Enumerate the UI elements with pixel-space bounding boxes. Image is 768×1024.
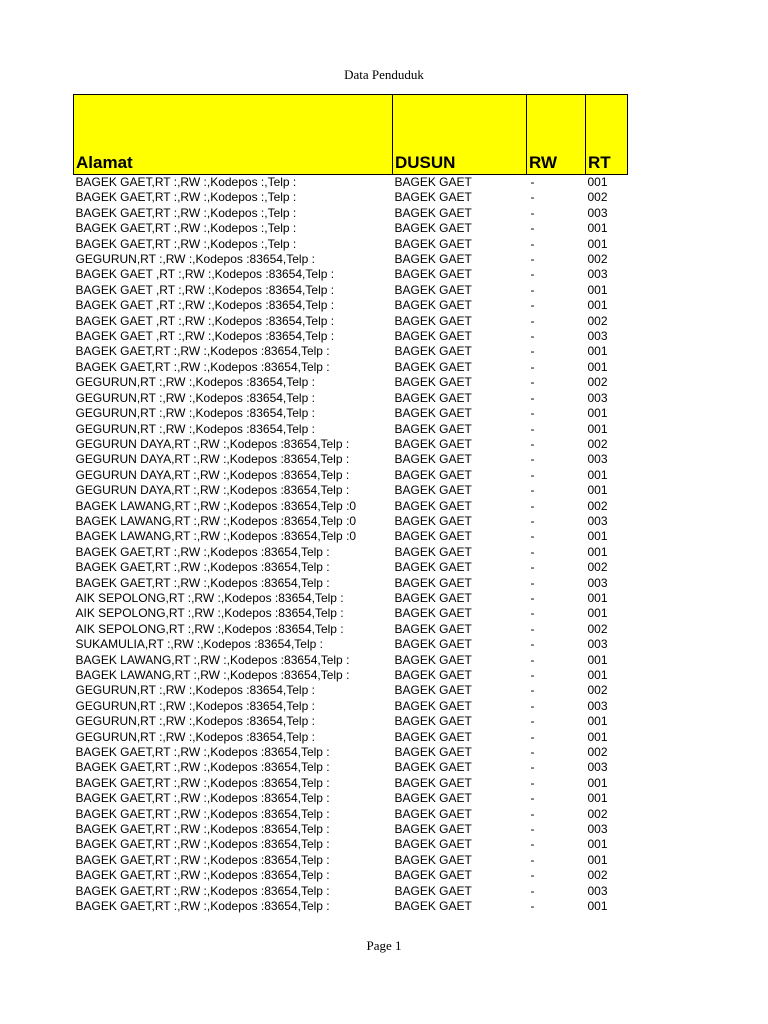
- table-row: [74, 267, 628, 282]
- rw-cell: -: [530, 899, 535, 914]
- column-header-rw: RW: [527, 95, 586, 175]
- alamat-cell: BAGEK GAET,RT :,RW :,Kodepos :83654,Telp :: [75, 822, 330, 837]
- rw-cell: -: [530, 883, 535, 898]
- table-row: [74, 622, 628, 637]
- table-row: [74, 760, 628, 775]
- dusun-cell: BAGEK GAET: [394, 544, 472, 559]
- table-row: [74, 699, 628, 714]
- alamat-cell: BAGEK GAET,RT :,RW :,Kodepos :83654,Telp :: [75, 791, 330, 806]
- dusun-cell: BAGEK GAET: [394, 498, 472, 513]
- dusun-cell: BAGEK GAET: [394, 436, 472, 451]
- alamat-cell: GEGURUN,RT :,RW :,Kodepos :83654,Telp :: [75, 375, 315, 390]
- dusun-cell: BAGEK GAET: [394, 529, 472, 544]
- alamat-cell: BAGEK GAET,RT :,RW :,Kodepos :83654,Telp :: [75, 760, 330, 775]
- table-row: [74, 683, 628, 698]
- rw-cell: -: [530, 421, 535, 436]
- rt-cell: 002: [587, 621, 608, 636]
- column-header-dusun: DUSUN: [393, 95, 527, 175]
- alamat-cell: GEGURUN,RT :,RW :,Kodepos :83654,Telp :: [75, 406, 315, 421]
- rt-cell: 001: [587, 899, 608, 914]
- rw-cell: -: [530, 282, 535, 297]
- rt-cell: 001: [587, 590, 608, 605]
- dusun-cell: BAGEK GAET: [394, 590, 472, 605]
- rt-cell: 001: [587, 483, 608, 498]
- alamat-cell: GEGURUN,RT :,RW :,Kodepos :83654,Telp :: [75, 390, 315, 405]
- dusun-cell: BAGEK GAET: [394, 560, 472, 575]
- rt-cell: 001: [587, 359, 608, 374]
- rw-cell: -: [530, 760, 535, 775]
- alamat-cell: BAGEK GAET,RT :,RW :,Kodepos :,Telp :: [75, 221, 297, 236]
- rt-cell: 003: [587, 575, 608, 590]
- rw-cell: -: [530, 298, 535, 313]
- rt-cell: 001: [587, 467, 608, 482]
- rt-cell: 003: [587, 760, 608, 775]
- rw-cell: -: [530, 498, 535, 513]
- rw-cell: -: [530, 868, 535, 883]
- table-row: [74, 190, 628, 205]
- alamat-cell: BAGEK GAET,RT :,RW :,Kodepos :83654,Telp :: [75, 899, 330, 914]
- table-header: [74, 95, 628, 175]
- dusun-cell: BAGEK GAET: [394, 621, 472, 636]
- rw-cell: -: [530, 652, 535, 667]
- rw-cell: -: [530, 729, 535, 744]
- rw-cell: -: [530, 513, 535, 528]
- alamat-cell: BAGEK GAET,RT :,RW :,Kodepos :83654,Telp :: [75, 883, 330, 898]
- alamat-cell: BAGEK GAET,RT :,RW :,Kodepos :83654,Telp :: [75, 544, 330, 559]
- dusun-cell: BAGEK GAET: [394, 652, 472, 667]
- table-row: [74, 606, 628, 621]
- table-row: [74, 529, 628, 544]
- dusun-cell: BAGEK GAET: [394, 467, 472, 482]
- rw-cell: -: [530, 375, 535, 390]
- rt-cell: 002: [587, 375, 608, 390]
- rt-cell: 003: [587, 452, 608, 467]
- rt-cell: 002: [587, 745, 608, 760]
- alamat-cell: GEGURUN DAYA,RT :,RW :,Kodepos :83654,Telp :: [75, 483, 350, 498]
- dusun-cell: BAGEK GAET: [394, 806, 472, 821]
- dusun-cell: BAGEK GAET: [394, 483, 472, 498]
- rw-cell: -: [530, 698, 535, 713]
- dusun-cell: BAGEK GAET: [394, 714, 472, 729]
- table-row: [74, 637, 628, 652]
- alamat-cell: AIK SEPOLONG,RT :,RW :,Kodepos :83654,Telp :: [75, 606, 344, 621]
- alamat-cell: BAGEK GAET,RT :,RW :,Kodepos :,Telp :: [75, 190, 297, 205]
- dusun-cell: BAGEK GAET: [394, 221, 472, 236]
- dusun-cell: BAGEK GAET: [394, 606, 472, 621]
- rt-cell: 002: [587, 868, 608, 883]
- table-row: [74, 175, 628, 191]
- table-row: [74, 221, 628, 236]
- alamat-cell: GEGURUN DAYA,RT :,RW :,Kodepos :83654,Telp :: [75, 467, 350, 482]
- rt-cell: 001: [587, 529, 608, 544]
- dusun-cell: BAGEK GAET: [394, 390, 472, 405]
- table-row: [74, 406, 628, 421]
- rw-cell: -: [530, 544, 535, 559]
- table-row: [74, 375, 628, 390]
- table-row: [74, 468, 628, 483]
- rw-cell: -: [530, 590, 535, 605]
- rt-cell: 002: [587, 498, 608, 513]
- table-row: [74, 560, 628, 575]
- dusun-cell: BAGEK GAET: [394, 899, 472, 914]
- dusun-cell: BAGEK GAET: [394, 313, 472, 328]
- alamat-cell: BAGEK GAET,RT :,RW :,Kodepos :83654,Telp :: [75, 745, 330, 760]
- rt-cell: 001: [587, 668, 608, 682]
- table-row: [74, 899, 628, 914]
- table-row: [74, 422, 628, 437]
- dusun-cell: BAGEK GAET: [394, 267, 472, 282]
- table-row: [74, 237, 628, 252]
- rt-cell: 002: [587, 252, 608, 267]
- dusun-cell: BAGEK GAET: [394, 575, 472, 590]
- rt-cell: 001: [587, 282, 608, 297]
- rt-cell: 001: [587, 606, 608, 621]
- rw-cell: -: [530, 467, 535, 482]
- rt-cell: 003: [587, 267, 608, 282]
- alamat-cell: BAGEK GAET,RT :,RW :,Kodepos :,Telp :: [75, 205, 297, 220]
- table-row: [74, 853, 628, 868]
- table-row: [74, 653, 628, 668]
- alamat-cell: BAGEK GAET,RT :,RW :,Kodepos :83654,Telp :: [75, 344, 330, 359]
- rw-cell: -: [530, 791, 535, 806]
- rw-cell: -: [530, 668, 535, 682]
- dusun-cell: BAGEK GAET: [394, 637, 472, 652]
- rt-cell: 001: [587, 344, 608, 359]
- rt-cell: 001: [587, 729, 608, 744]
- table-row: [74, 730, 628, 745]
- rw-cell: -: [530, 406, 535, 421]
- rw-cell: -: [530, 344, 535, 359]
- alamat-cell: BAGEK GAET,RT :,RW :,Kodepos :83654,Telp :: [75, 560, 330, 575]
- dusun-cell: BAGEK GAET: [394, 698, 472, 713]
- alamat-cell: BAGEK GAET,RT :,RW :,Kodepos :83654,Telp :: [75, 575, 330, 590]
- rw-cell: -: [530, 252, 535, 267]
- rw-cell: -: [530, 637, 535, 652]
- rw-cell: -: [530, 175, 535, 189]
- dusun-cell: BAGEK GAET: [394, 344, 472, 359]
- alamat-cell: BAGEK LAWANG,RT :,RW :,Kodepos :83654,Telp :0: [75, 498, 357, 513]
- rw-cell: -: [530, 267, 535, 282]
- rw-cell: -: [530, 606, 535, 621]
- rw-cell: -: [530, 560, 535, 575]
- alamat-cell: GEGURUN,RT :,RW :,Kodepos :83654,Telp :: [75, 714, 315, 729]
- table-row: [74, 545, 628, 560]
- rt-cell: 001: [587, 791, 608, 806]
- rw-cell: -: [530, 452, 535, 467]
- table-row: [74, 483, 628, 498]
- alamat-cell: BAGEK LAWANG,RT :,RW :,Kodepos :83654,Telp :: [75, 668, 350, 682]
- table-row: [74, 868, 628, 883]
- rt-cell: 002: [587, 313, 608, 328]
- alamat-cell: BAGEK LAWANG,RT :,RW :,Kodepos :83654,Telp :: [75, 652, 350, 667]
- dusun-cell: BAGEK GAET: [394, 775, 472, 790]
- alamat-cell: BAGEK GAET ,RT :,RW :,Kodepos :83654,Telp :: [75, 329, 335, 344]
- dusun-cell: BAGEK GAET: [394, 513, 472, 528]
- dusun-cell: BAGEK GAET: [394, 729, 472, 744]
- table-row: [74, 576, 628, 591]
- table-row: [74, 452, 628, 467]
- table-row: [74, 714, 628, 729]
- alamat-cell: BAGEK GAET ,RT :,RW :,Kodepos :83654,Telp :: [75, 298, 335, 313]
- table-row: [74, 252, 628, 267]
- rt-cell: 003: [587, 637, 608, 652]
- alamat-cell: BAGEK GAET,RT :,RW :,Kodepos :,Telp :: [75, 236, 297, 251]
- rt-cell: 003: [587, 513, 608, 528]
- rt-cell: 003: [587, 883, 608, 898]
- dusun-cell: BAGEK GAET: [394, 745, 472, 760]
- rw-cell: -: [530, 436, 535, 451]
- rw-cell: -: [530, 575, 535, 590]
- alamat-cell: SUKAMULIA,RT :,RW :,Kodepos :83654,Telp :: [75, 637, 323, 652]
- alamat-cell: BAGEK GAET ,RT :,RW :,Kodepos :83654,Telp :: [75, 282, 335, 297]
- table-row: [74, 298, 628, 313]
- dusun-cell: BAGEK GAET: [394, 852, 472, 867]
- rw-cell: -: [530, 205, 535, 220]
- rt-cell: 001: [587, 221, 608, 236]
- dusun-cell: BAGEK GAET: [394, 252, 472, 267]
- rt-cell: 001: [587, 652, 608, 667]
- rw-cell: -: [530, 806, 535, 821]
- rw-cell: -: [530, 683, 535, 698]
- table-row: [74, 437, 628, 452]
- table-row: [74, 884, 628, 899]
- rt-cell: 003: [587, 698, 608, 713]
- column-header-rt: RT: [586, 95, 628, 175]
- dusun-cell: BAGEK GAET: [394, 298, 472, 313]
- rt-cell: 001: [587, 236, 608, 251]
- rw-cell: -: [530, 745, 535, 760]
- table-row: [74, 837, 628, 852]
- dusun-cell: BAGEK GAET: [394, 837, 472, 852]
- rt-cell: 001: [587, 298, 608, 313]
- rt-cell: 001: [587, 544, 608, 559]
- table-row: [74, 791, 628, 806]
- rw-cell: -: [530, 221, 535, 236]
- rw-cell: -: [530, 390, 535, 405]
- dusun-cell: BAGEK GAET: [394, 668, 472, 682]
- alamat-cell: GEGURUN,RT :,RW :,Kodepos :83654,Telp :: [75, 698, 315, 713]
- dusun-cell: BAGEK GAET: [394, 406, 472, 421]
- rw-cell: -: [530, 822, 535, 837]
- rw-cell: -: [530, 236, 535, 251]
- rt-cell: 002: [587, 683, 608, 698]
- dusun-cell: BAGEK GAET: [394, 683, 472, 698]
- rw-cell: -: [530, 313, 535, 328]
- data-table: [73, 94, 628, 915]
- table-row: [74, 591, 628, 606]
- alamat-cell: GEGURUN,RT :,RW :,Kodepos :83654,Telp :: [75, 683, 315, 698]
- table-row: [74, 391, 628, 406]
- table-row: [74, 344, 628, 359]
- rw-cell: -: [530, 714, 535, 729]
- rt-cell: 001: [587, 421, 608, 436]
- table-row: [74, 776, 628, 791]
- rt-cell: 003: [587, 205, 608, 220]
- table-row: [74, 668, 628, 683]
- rw-cell: -: [530, 190, 535, 205]
- alamat-cell: GEGURUN,RT :,RW :,Kodepos :83654,Telp :: [75, 421, 315, 436]
- dusun-cell: BAGEK GAET: [394, 175, 472, 189]
- dusun-cell: BAGEK GAET: [394, 822, 472, 837]
- rw-cell: -: [530, 852, 535, 867]
- alamat-cell: BAGEK GAET,RT :,RW :,Kodepos :83654,Telp :: [75, 868, 330, 883]
- header-row: [74, 95, 628, 175]
- alamat-cell: BAGEK LAWANG,RT :,RW :,Kodepos :83654,Telp :0: [75, 529, 357, 544]
- page-number: Page 1: [366, 938, 402, 953]
- dusun-cell: BAGEK GAET: [394, 282, 472, 297]
- alamat-cell: BAGEK GAET,RT :,RW :,Kodepos :83654,Telp :: [75, 775, 330, 790]
- dusun-cell: BAGEK GAET: [394, 760, 472, 775]
- rt-cell: 001: [587, 406, 608, 421]
- dusun-cell: BAGEK GAET: [394, 883, 472, 898]
- rt-cell: 001: [587, 775, 608, 790]
- column-header-alamat: Alamat: [74, 95, 393, 175]
- rw-cell: -: [530, 529, 535, 544]
- page-title: Data Penduduk: [344, 67, 424, 82]
- rw-cell: -: [530, 483, 535, 498]
- rt-cell: 001: [587, 714, 608, 729]
- table-row: [74, 745, 628, 760]
- rt-cell: 002: [587, 806, 608, 821]
- table-row: [74, 329, 628, 344]
- alamat-cell: BAGEK GAET,RT :,RW :,Kodepos :83654,Telp :: [75, 852, 330, 867]
- dusun-cell: BAGEK GAET: [394, 421, 472, 436]
- alamat-cell: AIK SEPOLONG,RT :,RW :,Kodepos :83654,Telp :: [75, 590, 344, 605]
- rt-cell: 002: [587, 436, 608, 451]
- rt-cell: 003: [587, 390, 608, 405]
- table-body: [74, 175, 628, 915]
- table-row: [74, 360, 628, 375]
- rt-cell: 003: [587, 329, 608, 344]
- dusun-cell: BAGEK GAET: [394, 205, 472, 220]
- alamat-cell: BAGEK LAWANG,RT :,RW :,Kodepos :83654,Telp :0: [75, 513, 357, 528]
- rt-cell: 002: [587, 560, 608, 575]
- alamat-cell: BAGEK GAET ,RT :,RW :,Kodepos :83654,Telp :: [75, 267, 335, 282]
- rt-cell: 003: [587, 822, 608, 837]
- rw-cell: -: [530, 775, 535, 790]
- rw-cell: -: [530, 837, 535, 852]
- alamat-cell: BAGEK GAET,RT :,RW :,Kodepos :83654,Telp :: [75, 359, 330, 374]
- table-row: [74, 514, 628, 529]
- rw-cell: -: [530, 359, 535, 374]
- table-row: [74, 283, 628, 298]
- alamat-cell: GEGURUN,RT :,RW :,Kodepos :83654,Telp :: [75, 729, 315, 744]
- rw-cell: -: [530, 329, 535, 344]
- table-row: [74, 807, 628, 822]
- alamat-cell: BAGEK GAET ,RT :,RW :,Kodepos :83654,Telp :: [75, 313, 335, 328]
- table-row: [74, 206, 628, 221]
- dusun-cell: BAGEK GAET: [394, 236, 472, 251]
- dusun-cell: BAGEK GAET: [394, 452, 472, 467]
- table-row: [74, 822, 628, 837]
- alamat-cell: GEGURUN DAYA,RT :,RW :,Kodepos :83654,Telp :: [75, 436, 350, 451]
- rt-cell: 002: [587, 190, 608, 205]
- rt-cell: 001: [587, 837, 608, 852]
- table-row: [74, 499, 628, 514]
- alamat-cell: AIK SEPOLONG,RT :,RW :,Kodepos :83654,Telp :: [75, 621, 344, 636]
- dusun-cell: BAGEK GAET: [394, 868, 472, 883]
- table-row: [74, 314, 628, 329]
- rt-cell: 001: [587, 852, 608, 867]
- rw-cell: -: [530, 621, 535, 636]
- alamat-cell: GEGURUN,RT :,RW :,Kodepos :83654,Telp :: [75, 252, 315, 267]
- dusun-cell: BAGEK GAET: [394, 190, 472, 205]
- alamat-cell: BAGEK GAET,RT :,RW :,Kodepos :83654,Telp :: [75, 806, 330, 821]
- alamat-cell: BAGEK GAET,RT :,RW :,Kodepos :,Telp :: [75, 175, 297, 189]
- rt-cell: 001: [587, 175, 608, 189]
- dusun-cell: BAGEK GAET: [394, 329, 472, 344]
- alamat-cell: GEGURUN DAYA,RT :,RW :,Kodepos :83654,Telp :: [75, 452, 350, 467]
- alamat-cell: BAGEK GAET,RT :,RW :,Kodepos :83654,Telp :: [75, 837, 330, 852]
- dusun-cell: BAGEK GAET: [394, 359, 472, 374]
- dusun-cell: BAGEK GAET: [394, 791, 472, 806]
- dusun-cell: BAGEK GAET: [394, 375, 472, 390]
